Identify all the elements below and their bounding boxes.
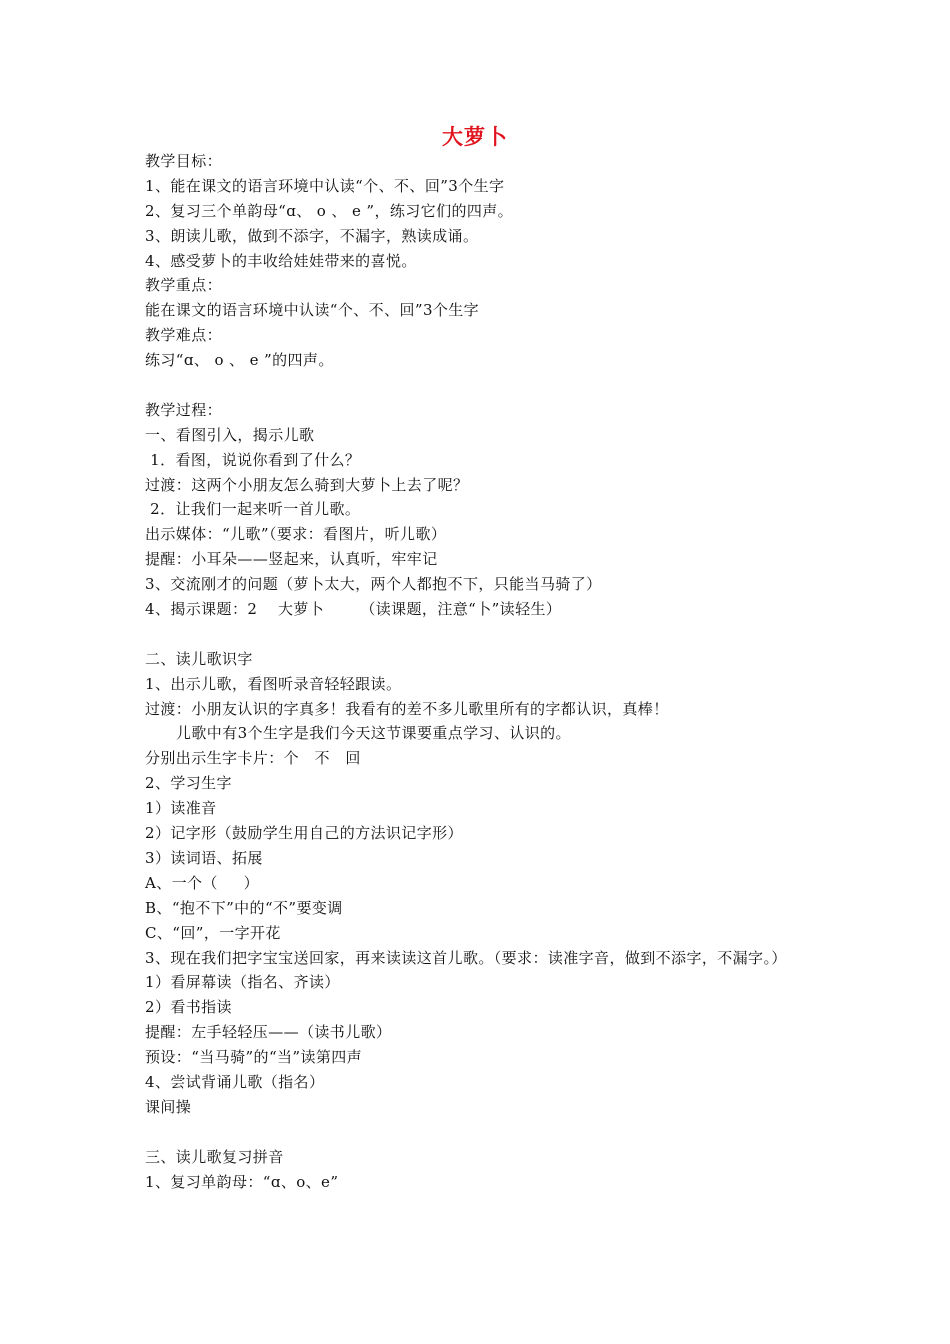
step-heading-2: 二、读儿歌识字 bbox=[145, 649, 253, 668]
step-line: 儿歌中有3个生字是我们今天这节课要重点学习、认识的。 bbox=[145, 724, 571, 743]
section-heading-key-points: 教学重点： bbox=[145, 276, 223, 295]
step-line: 过渡：小朋友认识的字真多！我看有的差不多儿歌里所有的字都认识，真棒！ bbox=[145, 699, 669, 718]
step-line: 过渡：这两个小朋友怎么骑到大萝卜上去了呢？ bbox=[145, 475, 469, 494]
step-line-wrapped: 3、现在我们把字宝宝送回家，再来读读这首儿歌。（要求：读准字音，做到不添字，不漏字。） bbox=[145, 948, 787, 967]
blank-line bbox=[145, 373, 810, 398]
document-body bbox=[145, 149, 810, 1194]
objective-4: 4、感受萝卜的丰收给娃娃带来的喜悦。 bbox=[145, 251, 417, 270]
step-line: 4、揭示课题：2 大萝卜 （读课题，注意“卜”读轻生） bbox=[145, 600, 562, 619]
step-line: 3、交流刚才的问题（萝卜太大，两个人都抱不下，只能当马骑了） bbox=[145, 575, 602, 594]
step-line: 提醒：左手轻轻压——（读书儿歌） bbox=[145, 1023, 392, 1042]
step-line: 1）看屏幕读（指名、齐读） bbox=[145, 973, 340, 992]
step-line: C、“回”，一字开花 bbox=[145, 923, 281, 942]
step-heading-3: 三、读儿歌复习拼音 bbox=[145, 1147, 284, 1166]
step-line: B、“抱不下”中的“不”要变调 bbox=[145, 898, 343, 917]
step-line: 提醒：小耳朵——竖起来，认真听，牢牢记 bbox=[145, 550, 438, 569]
blank-line bbox=[145, 622, 810, 647]
step-line: 3）读词语、拓展 bbox=[145, 848, 263, 867]
section-heading-objectives: 教学目标： bbox=[145, 152, 223, 170]
step-line: 2）看书指读 bbox=[145, 998, 232, 1017]
step-line: 1、复习单韵母：“ɑ、o、e” bbox=[145, 1172, 339, 1191]
step-line: 预设：“当马骑”的“当”读第四声 bbox=[145, 1048, 363, 1067]
section-heading-process: 教学过程： bbox=[145, 400, 223, 419]
objective-1: 1、能在课文的语言环境中认读“个、不、回”3个生字 bbox=[145, 176, 505, 195]
step-line: 1）读准音 bbox=[145, 799, 217, 818]
step-heading-1: 一、看图引入，揭示儿歌 bbox=[145, 425, 315, 444]
key-point-text: 能在课文的语言环境中认读“个、不、回”3个生字 bbox=[145, 301, 480, 320]
step-line: A、一个（ ） bbox=[145, 873, 260, 892]
step-line: 2．让我们一起来听一首儿歌。 bbox=[145, 500, 361, 519]
blank-line bbox=[145, 1120, 810, 1145]
difficulty-text: 练习“ɑ、 o 、 e ”的四声。 bbox=[145, 351, 334, 370]
step-line: 1．看图，说说你看到了什么？ bbox=[145, 450, 361, 469]
step-line: 课间操 bbox=[145, 1097, 192, 1116]
step-line: 2）记字形（鼓励学生用自己的方法识记字形） bbox=[145, 824, 463, 843]
step-line: 4、尝试背诵儿歌（指名） bbox=[145, 1072, 325, 1091]
step-line: 2、学习生字 bbox=[145, 774, 232, 793]
objective-2: 2、复习三个单韵母“ɑ、 o 、 e ”，练习它们的四声。 bbox=[145, 201, 514, 220]
objective-3: 3、朗读儿歌，做到不添字，不漏字，熟读成诵。 bbox=[145, 226, 479, 245]
document-title: 大萝卜 bbox=[442, 125, 508, 149]
step-line: 1、出示儿歌，看图听录音轻轻跟读。 bbox=[145, 674, 402, 693]
section-heading-difficulties: 教学难点： bbox=[145, 326, 223, 345]
step-line: 分别出示生字卡片：个 不 回 bbox=[145, 749, 361, 768]
step-line: 出示媒体：“儿歌”（要求：看图片，听儿歌） bbox=[145, 525, 447, 544]
